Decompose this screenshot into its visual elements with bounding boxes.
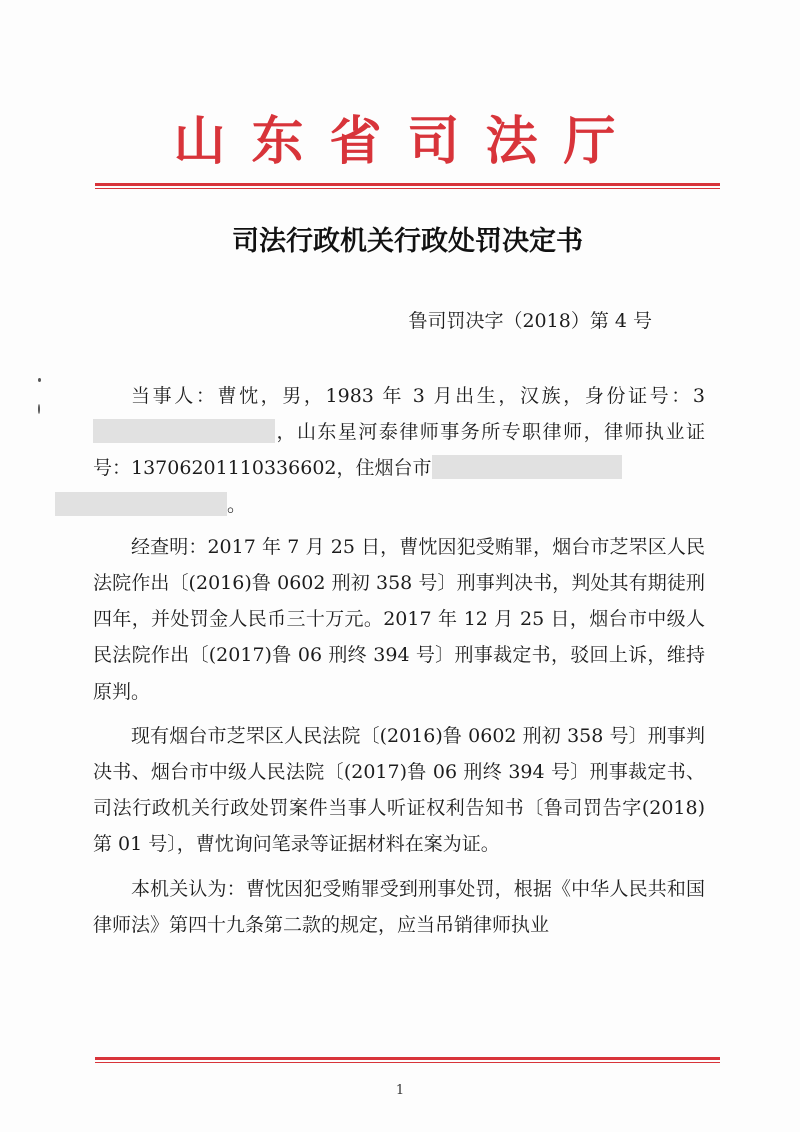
document-number: 鲁司罚决字（2018）第 4 号: [408, 310, 652, 332]
page-number: 1: [395, 1083, 405, 1098]
letterhead-rule-thin: [95, 188, 720, 189]
binding-hole-mark: [38, 378, 41, 382]
binding-hole-mark: [38, 404, 40, 414]
footer-rule-thick: [95, 1057, 720, 1060]
party-text-3: 。: [227, 493, 247, 516]
redaction-address-2: [55, 492, 227, 516]
document-body: [93, 378, 705, 951]
paragraph-evidence: 现有烟台市芝罘区人民法院〔(2016)鲁 0602 刑初 358 号〕刑事判决书、烟台市中级人民法院〔(2017)鲁 06 刑终 394 号〕刑事裁定书、司法行政机关行政处罚案件当事人听证权利告知书〔鲁司罚告字(2018)第 01 号〕，曹忱询问笔录等证据材料在案为证。: [93, 724, 705, 856]
party-text-1: 当事人：曹忱，男，1983 年 3 月出生，汉族，身份证号：3: [131, 385, 705, 407]
letterhead-rule-thick: [95, 183, 720, 186]
paragraph-ruling: 本机关认为：曹忱因犯受贿罪受到刑事处罚，根据《中华人民共和国律师法》第四十九条第二款的规定，应当吊销律师执业: [93, 877, 705, 936]
paragraph-party: [93, 378, 705, 523]
paragraph-findings: 经查明：2017 年 7 月 25 日，曹忱因犯受贿罪，烟台市芝罘区人民法院作出〔(2016)鲁 0602 刑初 358 号〕刑事判决书，判处其有期徒刑四年，并处罚金人民币三十万元。2017 年 12 月 25 日，烟台市中级人民法院作出〔(2017)鲁 06 刑终 394 号〕刑事裁定书，驳回上诉，维持原判。: [93, 535, 705, 703]
redaction-address-1: [432, 455, 622, 479]
document-title: 司法行政机关行政处罚决定书: [232, 226, 583, 257]
letterhead-title: 山东省司法厅: [173, 111, 642, 172]
party-text-2: ，山东星河泰律师事务所专职律师，律师执业证号：13706201110336602，住烟台市: [93, 421, 705, 480]
redaction-id-number: [93, 419, 275, 443]
footer-rule-thin: [95, 1062, 720, 1063]
